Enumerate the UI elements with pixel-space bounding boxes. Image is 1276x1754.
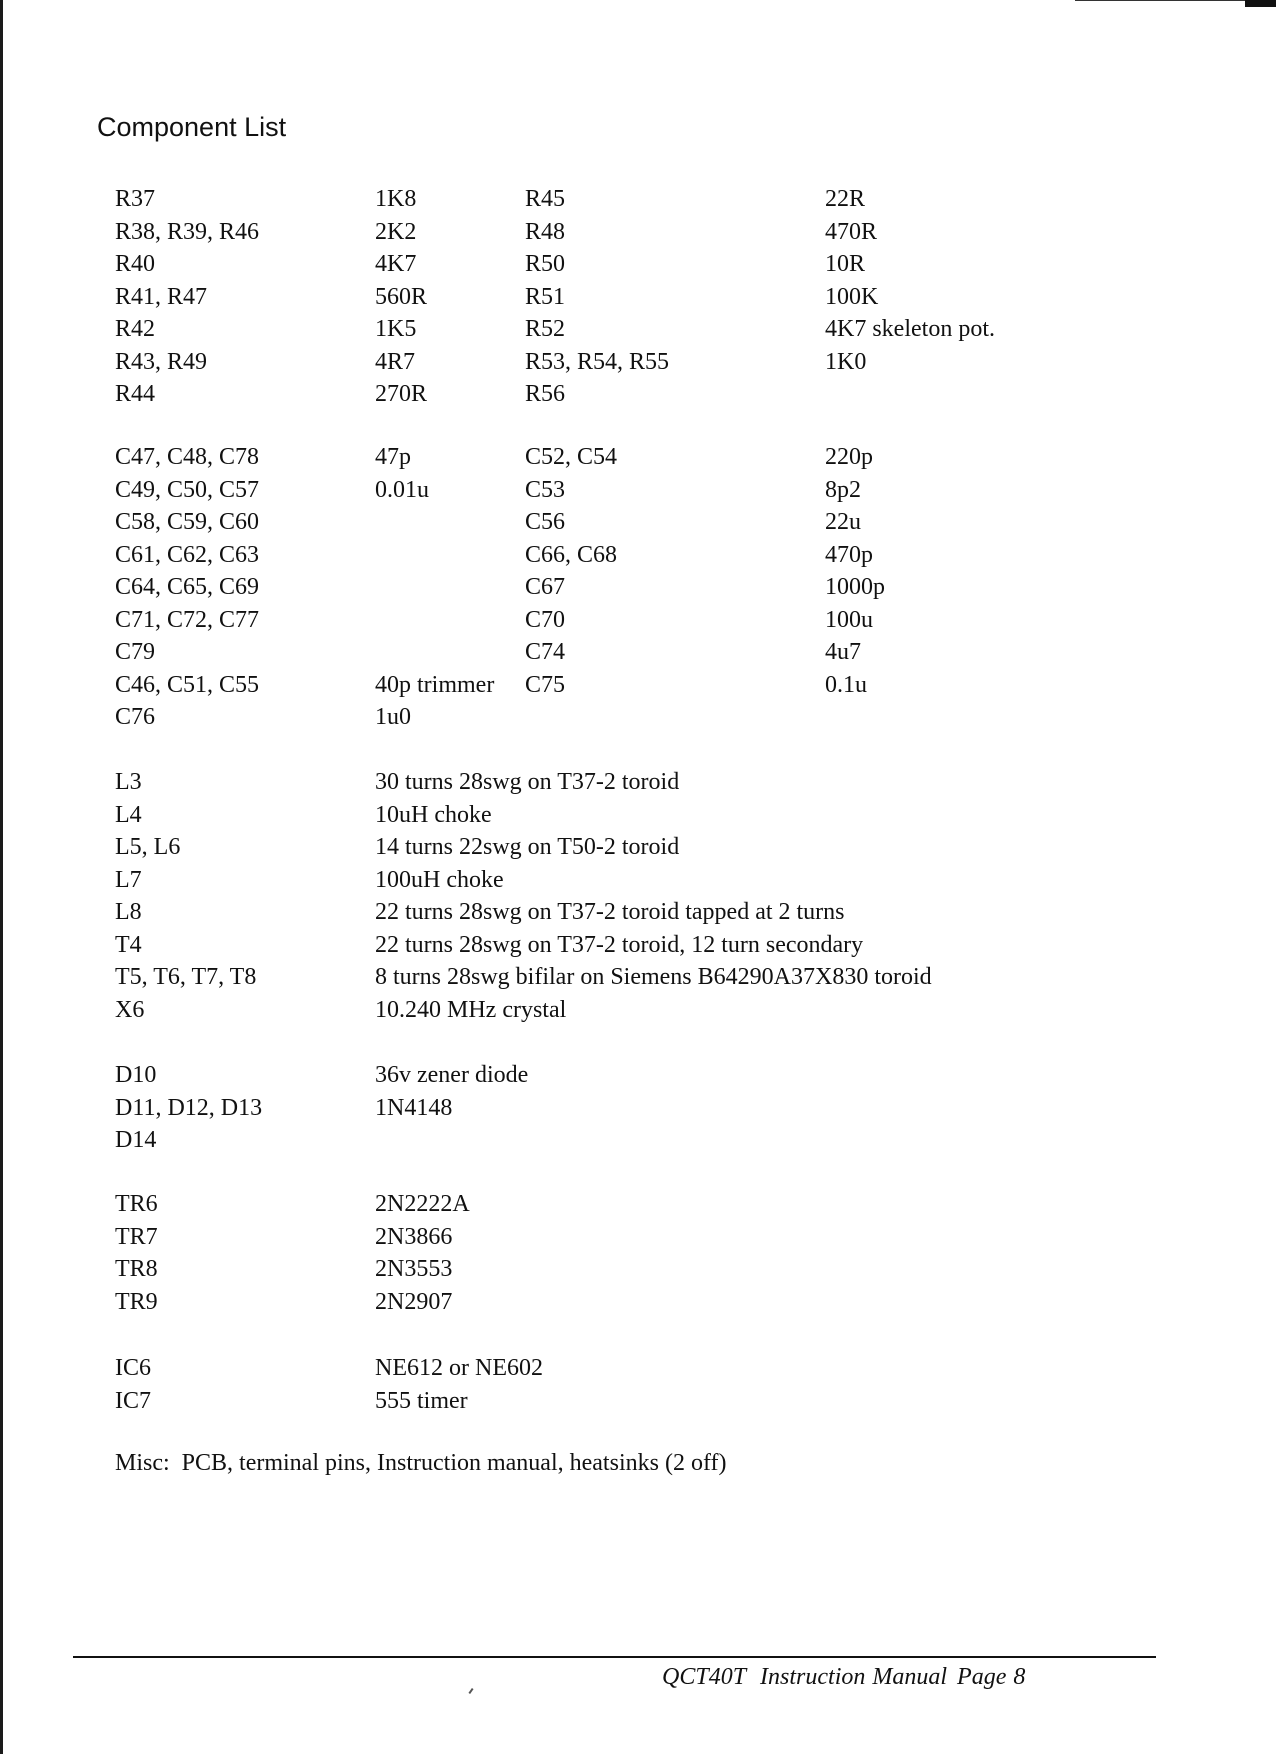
component-ref: T4 [115, 931, 142, 958]
component-ref: R38, R39, R46 [115, 218, 260, 245]
component-ref: R37 [115, 186, 156, 212]
component-ref: D10 [115, 1062, 157, 1088]
table-row [115, 1352, 1075, 1385]
table-row [115, 864, 1075, 897]
component-value: 1K8 [375, 186, 417, 212]
component-value: 560R [375, 283, 428, 310]
footer-rule [73, 1656, 1156, 1658]
component-value [375, 506, 525, 539]
component-value: 555 timer [375, 1387, 468, 1414]
component-value: 2N3553 [375, 1256, 453, 1282]
component-ref: D11, D12, D13 [115, 1094, 263, 1121]
table-row [115, 1059, 1075, 1092]
component-value [825, 378, 1085, 411]
component-value: 8p2 [825, 476, 861, 503]
component-ref: C67 [525, 574, 566, 600]
component-ref: C47, C48, C78 [115, 444, 260, 470]
component-value: NE612 or NE602 [375, 1355, 543, 1381]
component-ref: C74 [525, 639, 566, 665]
component-value: 36v zener diode [375, 1062, 529, 1088]
table-row [115, 216, 1085, 249]
component-ref: R41, R47 [115, 283, 208, 310]
scan-edge [0, 0, 3, 1754]
ic-list [115, 1352, 1075, 1417]
table-row [115, 1221, 1075, 1254]
component-ref: C56 [525, 509, 566, 535]
component-ref: TR8 [115, 1256, 158, 1282]
component-value: 14 turns 22swg on T50-2 toroid [375, 834, 680, 860]
component-value: 220p [825, 444, 873, 470]
table-row [115, 896, 1075, 929]
scan-edge [1075, 0, 1245, 1]
component-ref: C61, C62, C63 [115, 541, 260, 568]
table-row [115, 183, 1085, 216]
table-row [115, 766, 1075, 799]
component-ref: R43, R49 [115, 348, 208, 375]
component-ref: L8 [115, 899, 142, 925]
component-ref: C58, C59, C60 [115, 509, 260, 535]
inductor-list [115, 766, 1075, 1026]
scan-edge [1245, 0, 1276, 7]
component-ref: C76 [115, 704, 156, 730]
component-ref: C71, C72, C77 [115, 606, 260, 633]
table-row [115, 701, 1085, 734]
table-row [115, 929, 1075, 962]
component-value: 22R [825, 186, 866, 212]
component-ref: C46, C51, C55 [115, 671, 260, 698]
diode-list [115, 1059, 1075, 1157]
component-ref: L7 [115, 866, 142, 893]
component-ref: R48 [525, 218, 566, 245]
transistor-list [115, 1188, 1075, 1318]
resistor-list [115, 183, 1085, 411]
component-value: 100uH choke [375, 866, 504, 893]
component-ref: R56 [525, 381, 566, 407]
component-ref: C75 [525, 671, 566, 698]
component-value: 0.01u [375, 476, 429, 503]
component-ref: C53 [525, 476, 566, 503]
component-value: 270R [375, 381, 428, 407]
table-row [115, 669, 1085, 702]
component-ref: T5, T6, T7, T8 [115, 964, 257, 990]
component-ref: L3 [115, 769, 142, 795]
component-ref: TR7 [115, 1223, 158, 1250]
table-row [115, 313, 1085, 346]
component-ref: C79 [115, 639, 156, 665]
table-row [115, 1188, 1075, 1221]
component-ref: D14 [115, 1127, 157, 1153]
component-ref: TR9 [115, 1288, 158, 1315]
component-value: 2N3866 [375, 1223, 453, 1250]
component-value [375, 604, 525, 637]
component-ref: TR6 [115, 1191, 158, 1217]
component-value: 0.1u [825, 671, 867, 698]
component-value [375, 571, 525, 604]
component-value: 2K2 [375, 218, 417, 245]
component-ref [525, 701, 825, 734]
component-value: 2N2222A [375, 1191, 470, 1217]
component-ref: X6 [115, 996, 145, 1023]
component-value: 22u [825, 509, 861, 535]
component-ref: L4 [115, 801, 142, 828]
component-value [375, 636, 525, 669]
component-value: 4R7 [375, 348, 416, 375]
component-ref: C49, C50, C57 [115, 476, 260, 503]
component-value: 30 turns 28swg on T37-2 toroid [375, 769, 680, 795]
component-ref: R53, R54, R55 [525, 348, 670, 375]
component-value [375, 539, 525, 572]
component-value: 1K0 [825, 348, 867, 375]
table-row [115, 571, 1085, 604]
component-value: 1000p [825, 574, 885, 600]
table-row [115, 1124, 1075, 1157]
table-row [115, 831, 1075, 864]
component-value: 1K5 [375, 316, 417, 342]
component-ref: C70 [525, 606, 566, 633]
footer-manual: Instruction Manual [760, 1664, 948, 1690]
component-value [825, 701, 1085, 734]
table-row [115, 636, 1085, 669]
table-row [115, 604, 1085, 637]
component-ref: C64, C65, C69 [115, 574, 260, 600]
component-ref: R40 [115, 251, 156, 277]
component-ref: C66, C68 [525, 541, 618, 568]
component-value: 1u0 [375, 704, 411, 730]
component-value [375, 1124, 1075, 1157]
component-value: 100K [825, 283, 879, 310]
component-ref: R45 [525, 186, 566, 212]
capacitor-list [115, 441, 1085, 734]
component-ref: IC6 [115, 1355, 151, 1381]
table-row [115, 1286, 1075, 1319]
footer-model: QCT40T [662, 1664, 747, 1690]
footer-page: Page 8 [957, 1664, 1026, 1690]
table-row [115, 1385, 1075, 1418]
scan-speck [468, 1688, 473, 1694]
table-row [115, 961, 1075, 994]
table-row [115, 994, 1075, 1027]
table-row [115, 1253, 1075, 1286]
table-row [115, 474, 1085, 507]
component-ref: C52, C54 [525, 444, 618, 470]
component-ref: R51 [525, 283, 566, 310]
component-value: 40p trimmer [375, 671, 495, 698]
component-value: 8 turns 28swg bifilar on Siemens B64290A37X830 toroid [375, 964, 932, 990]
component-value: 2N2907 [375, 1288, 453, 1315]
component-value: 4u7 [825, 639, 861, 665]
component-value: 47p [375, 444, 411, 470]
page-title: Component List [97, 112, 287, 142]
component-value: 4K7 skeleton pot. [825, 316, 995, 342]
footer [662, 1664, 1025, 1691]
component-ref: L5, L6 [115, 834, 181, 860]
component-ref: R44 [115, 381, 156, 407]
table-row [115, 281, 1085, 314]
table-row [115, 506, 1085, 539]
component-value: 10.240 MHz crystal [375, 996, 567, 1023]
component-value: 22 turns 28swg on T37-2 toroid, 12 turn secondary [375, 931, 864, 958]
component-value: 10R [825, 251, 866, 277]
table-row [115, 248, 1085, 281]
component-ref: IC7 [115, 1387, 151, 1414]
table-row [115, 539, 1085, 572]
component-value: 470R [825, 218, 878, 245]
table-row [115, 799, 1075, 832]
table-row [115, 1092, 1075, 1125]
component-ref: R42 [115, 316, 156, 342]
component-value: 10uH choke [375, 801, 492, 828]
component-value: 470p [825, 541, 873, 568]
component-value: 1N4148 [375, 1094, 453, 1121]
component-value: 4K7 [375, 251, 417, 277]
component-ref: R50 [525, 251, 566, 277]
misc-line: Misc: PCB, terminal pins, Instruction manual, heatsinks (2 off) [115, 1450, 727, 1476]
component-value: 100u [825, 606, 873, 633]
component-value: 22 turns 28swg on T37-2 toroid tapped at 2 turns [375, 899, 845, 925]
table-row [115, 346, 1085, 379]
table-row [115, 378, 1085, 411]
table-row [115, 441, 1085, 474]
component-ref: R52 [525, 316, 566, 342]
